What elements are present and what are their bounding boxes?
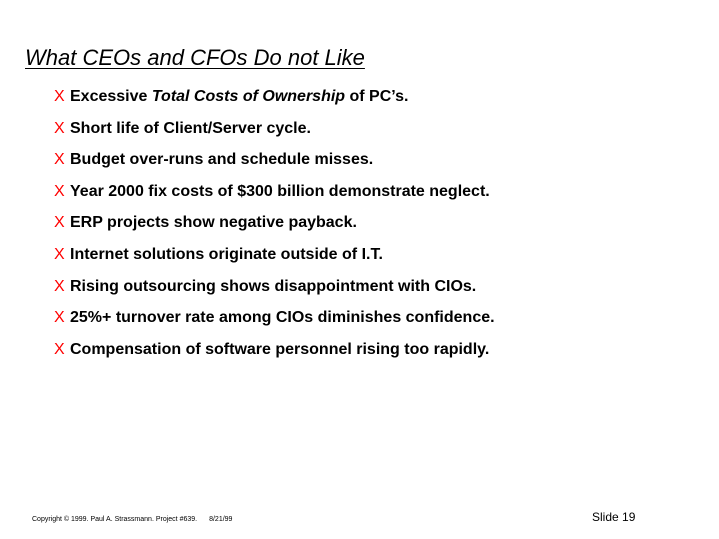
bullet-text-pre: Excessive [70,88,152,105]
x-bullet-icon: X [54,151,65,169]
x-bullet-icon: X [54,340,65,358]
bullet-text [70,88,408,106]
bullet-text: Year 2000 fix costs of $300 billion demonstrate neglect. [70,182,490,200]
x-bullet-icon: X [54,119,65,137]
x-bullet-icon: X [54,277,65,295]
bullet-text-post: of PC’s. [345,88,409,105]
bullet-item [54,246,495,278]
bullet-text-emphasis: Total Costs of Ownership [151,88,346,105]
x-bullet-icon: X [54,182,65,200]
bullet-text: Compensation of software personnel rising too rapidly. [70,340,490,358]
footer-copyright [32,516,244,523]
x-bullet-icon: X [54,245,65,263]
footer-date: 8/21/99 [209,516,233,523]
bullet-item [54,88,495,120]
x-bullet-icon: X [54,88,65,105]
bullet-text: Internet solutions originate outside of I.T. [70,245,383,263]
bullet-item [54,120,495,152]
bullet-text: Budget over-runs and schedule misses. [70,151,374,169]
bullet-item [54,341,495,373]
slide-title: What CEOs and CFOs Do not Like [25,45,365,70]
bullet-item [54,278,495,310]
bullet-item [54,183,495,215]
bullet-item [54,214,495,246]
copyright-text: Copyright © 1999. Paul A. Strassmann. Project #639. [32,516,198,523]
bullet-list [54,88,495,372]
bullet-item [54,151,495,183]
x-bullet-icon: X [54,309,65,327]
bullet-text: Rising outsourcing shows disappointment with CIOs. [70,277,477,295]
bullet-text: 25%+ turnover rate among CIOs diminishes confidence. [70,309,495,327]
slide-number: Slide 19 [592,510,636,524]
bullet-text: ERP projects show negative payback. [70,214,357,232]
bullet-item [54,309,495,341]
x-bullet-icon: X [54,214,65,232]
bullet-text: Short life of Client/Server cycle. [70,119,311,137]
